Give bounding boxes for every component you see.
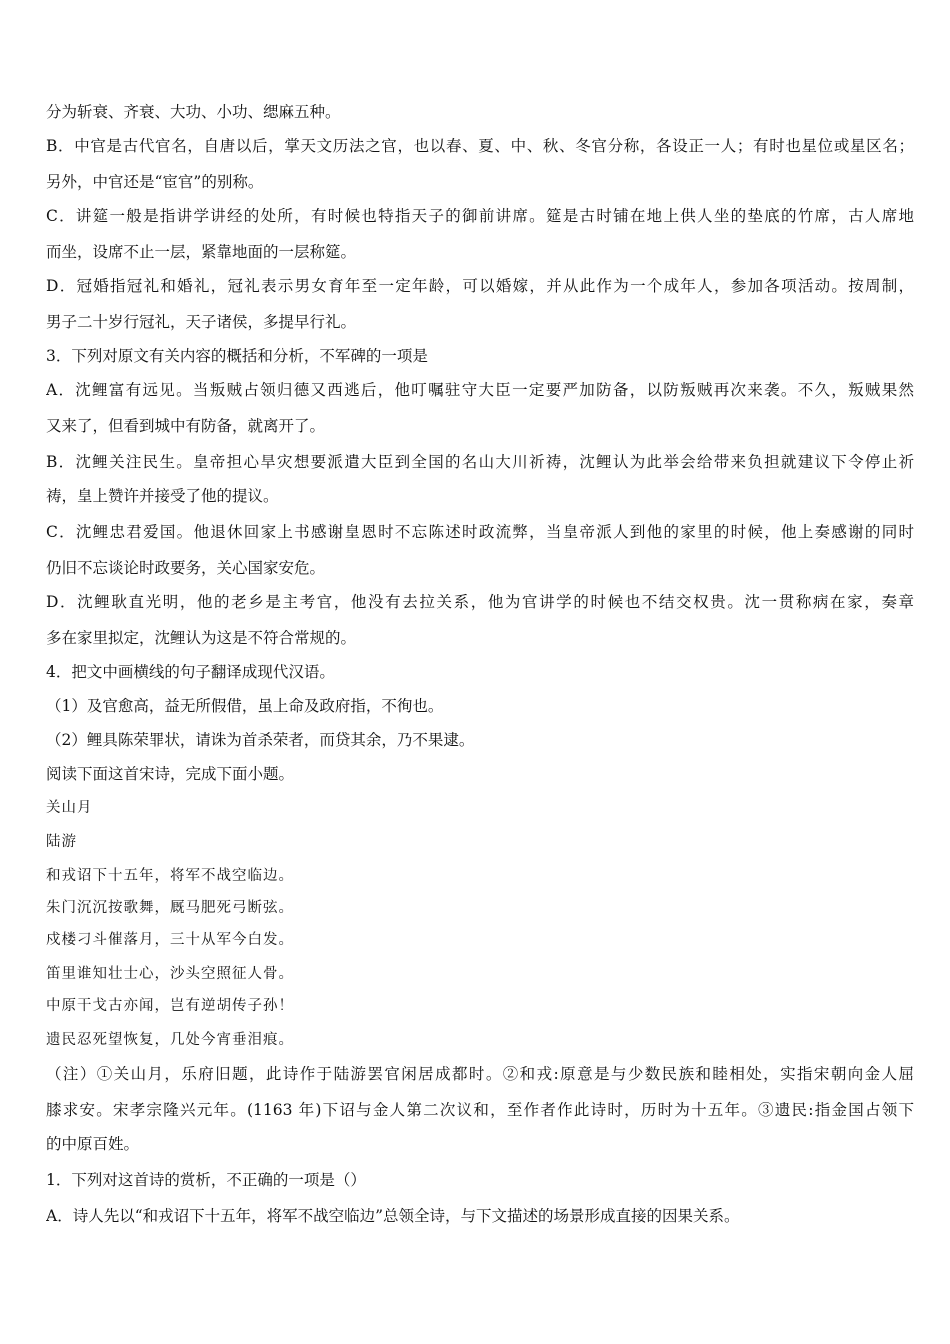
poem-line: 和戎诏下十五年，将军不战空临边。 bbox=[46, 868, 294, 884]
text-line: D．沈鲤耿直光明，他的老乡是主考官，他没有去拉关系，他为官讲学的时候也不结交权贵。沈一贯称病在家，奏章 bbox=[46, 593, 914, 611]
text-line: 而坐，设席不止一层，紧靠地面的一层称筵。 bbox=[46, 243, 357, 261]
poem-title: 关山月 bbox=[46, 800, 93, 816]
text-line: 分为斩衰、齐衰、大功、小功、缌麻五种。 bbox=[46, 103, 341, 121]
poem-author: 陆游 bbox=[46, 834, 77, 850]
poem-line: 笛里谁知壮士心，沙头空照征人骨。 bbox=[46, 966, 294, 982]
text-line: （2）鲤具陈荣罪状，请诛为首杀荣者，而贷其余，乃不果逮。 bbox=[46, 731, 475, 749]
text-line: A．沈鲤富有远见。当叛贼占领归德又西逃后，他叮嘱驻守大臣一定要严加防备，以防叛贼再次来袭。不久，叛贼果然 bbox=[46, 381, 914, 399]
text-line: A．诗人先以“和戎诏下十五年，将军不战空临边”总领全诗，与下文描述的场景形成直接的因果关系。 bbox=[46, 1207, 740, 1225]
text-line: 仍旧不忘谈论时政要务，关心国家安危。 bbox=[46, 559, 326, 577]
text-line: 又来了，但看到城中有防备，就离开了。 bbox=[46, 417, 326, 435]
text-line: 祷，皇上赞许并接受了他的提议。 bbox=[46, 487, 279, 505]
question-heading: 4．把文中画横线的句子翻译成现代汉语。 bbox=[46, 663, 335, 681]
note-line: 膝求安。宋孝宗隆兴元年。(1163 年)下诏与金人第二次议和，至作者作此诗时，历时为十五年。③遗民:指金国占领下 bbox=[46, 1101, 914, 1119]
text-line: 阅读下面这首宋诗，完成下面小题。 bbox=[46, 765, 295, 783]
text-line: C．沈鲤忠君爱国。他退休回家上书感谢皇恩时不忘陈述时政流弊，当皇帝派人到他的家里的时候，他上奏感谢的同时 bbox=[46, 523, 914, 541]
text-line: （1）及官愈高，益无所假借，虽上命及政府指，不徇也。 bbox=[46, 697, 444, 715]
text-line: B．沈鲤关注民生。皇帝担心旱灾想要派遣大臣到全国的名山大川祈祷，沈鲤认为此举会给带来负担就建议下令停止祈 bbox=[46, 453, 914, 471]
text-line: D．冠婚指冠礼和婚礼，冠礼表示男女育年至一定年龄，可以婚嫁，并从此作为一个成年人，参加各项活动。按周制， bbox=[46, 277, 914, 295]
poem-line: 中原干戈古亦闻，岂有逆胡传子孙！ bbox=[46, 998, 294, 1014]
text-line: 另外，中官还是“宦官”的别称。 bbox=[46, 173, 264, 191]
question-heading: 3．下列对原文有关内容的概括和分析，不军碑的一项是 bbox=[46, 347, 428, 365]
question-heading: 1．下列对这首诗的赏析，不正确的一项是（） bbox=[46, 1171, 366, 1189]
text-line: 多在家里拟定，沈鲤认为这是不符合常规的。 bbox=[46, 629, 357, 647]
note-line: 的中原百姓。 bbox=[46, 1135, 140, 1153]
text-line: 男子二十岁行冠礼，天子诸侯，多提早行礼。 bbox=[46, 313, 357, 331]
poem-line: 朱门沉沉按歌舞，厩马肥死弓断弦。 bbox=[46, 900, 294, 916]
text-line: C．讲筵一般是指讲学讲经的处所，有时候也特指天子的御前讲席。筵是古时铺在地上供人坐的垫底的竹席，古人席地 bbox=[46, 207, 914, 225]
note-line: （注）①关山月，乐府旧题，此诗作于陆游罢官闲居成都时。②和戎:原意是与少数民族和睦相处，实指宋朝向金人屈 bbox=[46, 1065, 914, 1083]
poem-line: 遗民忍死望恢复，几处今宵垂泪痕。 bbox=[46, 1032, 294, 1048]
text-line: B．中官是古代官名，自唐以后，掌天文历法之官，也以春、夏、中、秋、冬官分称，各设正一人；有时也星位或星区名； bbox=[46, 137, 914, 155]
poem-line: 戍楼刁斗催落月，三十从军今白发。 bbox=[46, 932, 294, 948]
